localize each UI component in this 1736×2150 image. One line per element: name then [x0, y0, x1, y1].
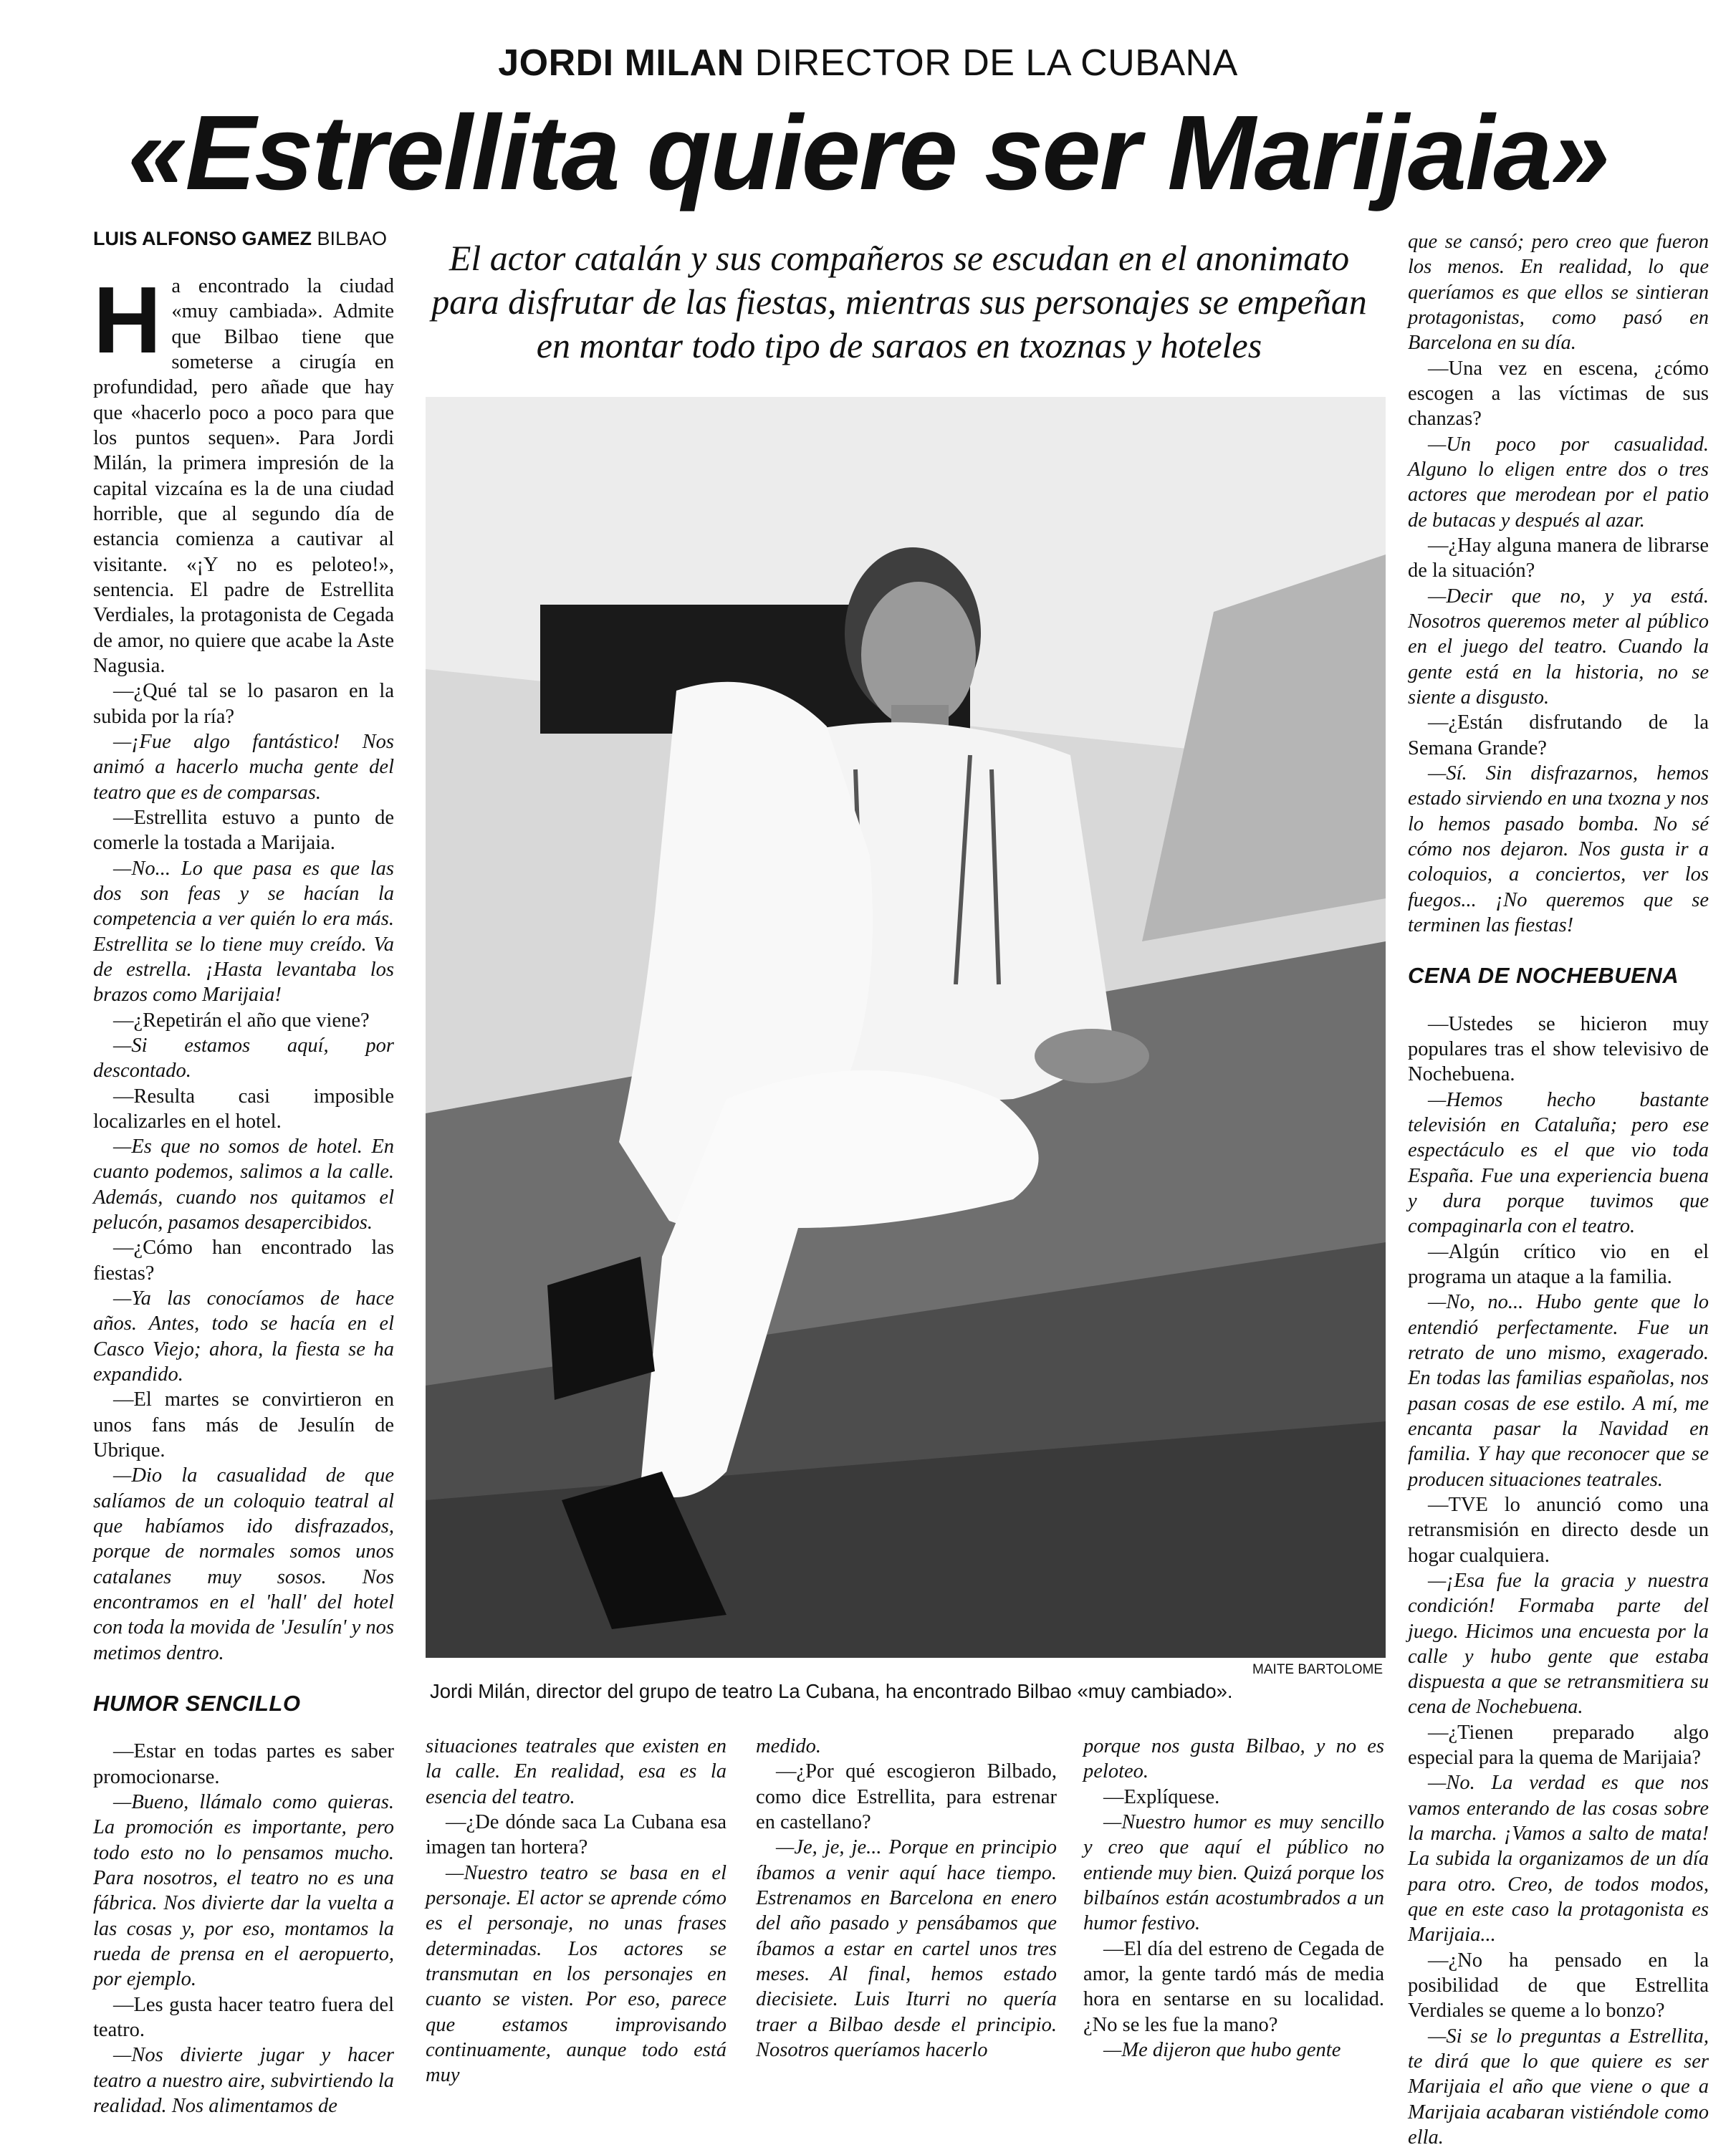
answer: —No, no... Hubo gente que lo entendió perfectamente. Fue un retrato de uno mismo, exagerado. En todas las familias españolas, nos pasan cosas de ese estilo. A mí, me encanta pasar la Navidad en familia. Y hay que reconocer que se producen situaciones teatrales.	[1408, 1291, 1709, 1491]
question: —¿No ha pensado en la posibilidad de que Estrellita Verdiales se queme a lo bonzo?	[1408, 1949, 1709, 2022]
answer: —Hemos hecho bastante televisión en Cataluña; pero ese espectáculo es el que vio toda España. Fue una experiencia buena y dura porque tuvimos que compaginarla con el teatro.	[1408, 1088, 1709, 1238]
question: —¿Tienen preparado algo especial para la quema de Marijaia?	[1408, 1721, 1709, 1770]
question: —Explíquese.	[1103, 1785, 1220, 1808]
answer: —Si se lo preguntas a Estrellita, te dirá que lo que quiere es ser Marijaia el año que viene o que a Marijaia acabaran vistiéndole como ella.	[1408, 2025, 1709, 2149]
answer: —Decir que no, y ya está. Nosotros queremos meter al público en el juego del teatro. Cuando la gente está en la historia, no se siente a disgusto.	[1408, 585, 1709, 709]
question: —¿Por qué escogieron Bilbado, como dice Estrellita, para estrenar en castellano?	[756, 1760, 1057, 1833]
answer: —Es que no somos de hotel. En cuanto podemos, salimos a la calle. Además, cuando nos quitamos el pelucón, pasamos desapercibidos.	[93, 1136, 394, 1234]
byline-author: LUIS ALFONSO GAMEZ	[93, 228, 312, 249]
question: —Ustedes se hicieron muy populares tras el show televisivo de Nochebuena.	[1408, 1012, 1709, 1086]
answer: —Sí. Sin disfrazarnos, hemos estado sirviendo en una txozna y nos lo hemos pasado bomba. No sé cómo nos dejaron. Nos gusta ir a coloquios, a conciertos, ver los fuegos... ¡No queremos que se terminen las fiestas!	[1408, 762, 1709, 936]
column-2	[426, 1734, 726, 2088]
lead-paragraph: Ha encontrado la ciudad «muy cambiada». Admite que Bilbao tiene que someterse a cirugía en profundidad, pero añade que hay que «hacerlo poco a poco para que los puntos sequen». Para Jordi Milán, la primera impresión de la capital vizcaína es la de una ciudad horrible, que al segundo día de estancia comienza a cautivar al visitante. «¡Y no es peloteo!», sentencia. El padre de Estrellita Verdiales, la protagonista de Cegada de amor, no quiere que acabe la Aste Nagusia.	[93, 267, 394, 677]
question: —¿Están disfrutando de la Semana Grande?	[1408, 711, 1709, 759]
answer: —¡Fue algo fantástico! Nos animó a hacerlo mucha gente del teatro que es de comparsas.	[93, 730, 394, 804]
question: —Les gusta hacer teatro fuera del teatro.	[93, 1993, 394, 2042]
kicker	[0, 42, 1736, 85]
question: —¿Qué tal se lo pasaron en la subida por la ría?	[93, 680, 394, 728]
answer: —Dio la casualidad de que salíamos de un coloquio teatral al que habíamos ido disfrazados, porque de normales somos unos catalanes muy sosos. Nos encontramos en el 'hall' del hotel con toda la movida de 'Jesulín' y nos metimos dentro.	[93, 1464, 394, 1664]
question: —¿Repetirán el año que viene?	[113, 1009, 370, 1032]
answer: que se cansó; pero creo que fueron los menos. En realidad, lo que queríamos es que ellos se sintieran protagonistas, como pasó en Barcelona en su día.	[1408, 231, 1709, 355]
answer: —¡Esa fue la gracia y nuestra condición! Formaba parte del juego. Hicimos una encuesta por la calle y hubo gente que estaba dispuesta a que se retransmitiera su cena de Nochebuena.	[1408, 1569, 1709, 1719]
photo-jordi-milan	[426, 397, 1386, 1658]
dropcap: H	[93, 267, 162, 373]
column-4	[1083, 1734, 1384, 2063]
photo-caption: Jordi Milán, director del grupo de teatro La Cubana, ha encontrado Bilbao «muy cambiado».	[430, 1680, 1233, 1702]
deck: El actor catalán y sus compañeros se escudan en el anonimato para disfrutar de las fiestas, mientras sus personajes se empeñan en montar todo tipo de saraos en txoznas y hoteles	[431, 238, 1367, 365]
answer: medido.	[756, 1735, 822, 1757]
answer: —No... Lo que pasa es que las dos son feas y se hacían la competencia a ver quién lo era más. Estrellita se lo tiene muy creído. Va de estrella. ¡Hasta levantaba los brazos como Marijaia!	[93, 857, 394, 1007]
question: —¿Cómo han encontrado las fiestas?	[93, 1237, 394, 1285]
question: —¿De dónde saca La Cubana esa imagen tan hortera?	[426, 1810, 726, 1859]
answer: —Bueno, llámalo como quieras. La promoción es importante, pero todo esto no lo pensamos mucho. Para nosotros, el teatro no es una fábrica. Nos divierte dar la vuelta a las cosas y, por eso, montamos la rueda de prensa en el aeropuerto, por ejemplo.	[93, 1791, 394, 1991]
answer: —Nuestro humor es muy sencillo y creo que aquí el público no entiende muy bien. Quizá porque los bilbaínos están acostumbrados a un humor festivo.	[1083, 1810, 1384, 1935]
answer: —Nos divierte jugar y hacer teatro a nuestro aire, subvirtiendo la realidad. Nos alimentamos de	[93, 2044, 394, 2118]
column-5	[1408, 229, 1709, 2150]
byline-place: BILBAO	[317, 228, 388, 249]
answer: —No. La verdad es que nos vamos enterando de las cosas sobre la marcha. ¡Vamos a salto de mata! La subida la organizamos de un día para otro. Creo, de todos modos, que en este caso la protagonista es Marijaia...	[1408, 1772, 1709, 1947]
column-1	[93, 267, 394, 2118]
kicker-role: DIRECTOR DE LA CUBANA	[754, 42, 1238, 84]
answer: —Me dijeron que hubo gente	[1103, 2038, 1341, 2061]
answer: —Ya las conocíamos de hace años. Antes, todo se hacía en el Casco Viejo; ahora, la fiesta se ha expandido.	[93, 1287, 394, 1386]
photo-credit: MAITE BARTOLOME	[1252, 1662, 1383, 1677]
subhead-humor-sencillo: HUMOR SENCILLO	[93, 1691, 301, 1717]
headline: «Estrellita quiere ser Marijaia»	[128, 94, 1608, 212]
photo-illustration	[426, 397, 1386, 1658]
question: —¿Hay alguna manera de librarse de la situación?	[1408, 534, 1709, 582]
answer: —Un poco por casualidad. Alguno lo eligen entre dos o tres actores que merodean por el patio de butacas y después al azar.	[1408, 433, 1709, 532]
answer: —Si estamos aquí, por descontado.	[93, 1034, 394, 1083]
answer: porque nos gusta Bilbao, y no es peloteo.	[1083, 1735, 1384, 1783]
column-3	[756, 1734, 1057, 2063]
answer: situaciones teatrales que existen en la calle. En realidad, esa es la esencia del teatro.	[426, 1735, 726, 1808]
question: —Estrellita estuvo a punto de comerle la tostada a Marijaia.	[93, 806, 394, 855]
subhead-cena-de-nochebuena: CENA DE NOCHEBUENA	[1408, 963, 1679, 989]
question: —Resulta casi imposible localizarles en el hotel.	[93, 1085, 394, 1133]
answer: —Nuestro teatro se basa en el personaje. El actor se aprende cómo es el personaje, no unas frases determinadas. Los actores se transmutan en los personajes en cuanto se visten. Por eso, parece que estamos improvisando continuamente, aunque todo está muy	[426, 1861, 726, 2087]
question: —Una vez en escena, ¿cómo escogen a las víctimas de sus chanzas?	[1408, 357, 1709, 431]
kicker-name: JORDI MILAN	[498, 42, 744, 84]
question: —El martes se convirtieron en unos fans más de Jesulín de Ubrique.	[93, 1388, 394, 1462]
question: —TVE lo anunció como una retransmisión en directo desde un hogar cualquiera.	[1408, 1493, 1709, 1567]
question: —Algún crítico vio en el programa un ataque a la familia.	[1408, 1240, 1709, 1288]
byline	[93, 228, 387, 250]
answer: —Je, je, je... Porque en principio íbamos a venir aquí hace tiempo. Estrenamos en Barcelona en enero del año pasado y pensábamos que íbamos a estar en cartel unos tres meses. Al final, hemos estado diecisiete. Luis Iturri no quería traer a Bilbao desde el principio. Nosotros queríamos hacerlo	[756, 1836, 1057, 2061]
question: —Estar en todas partes es saber promocionarse.	[93, 1740, 394, 1788]
question: —El día del estreno de Cegada de amor, la gente tardó más de media hora en sentarse en su localidad. ¿No se les fue la mano?	[1083, 1937, 1384, 2036]
